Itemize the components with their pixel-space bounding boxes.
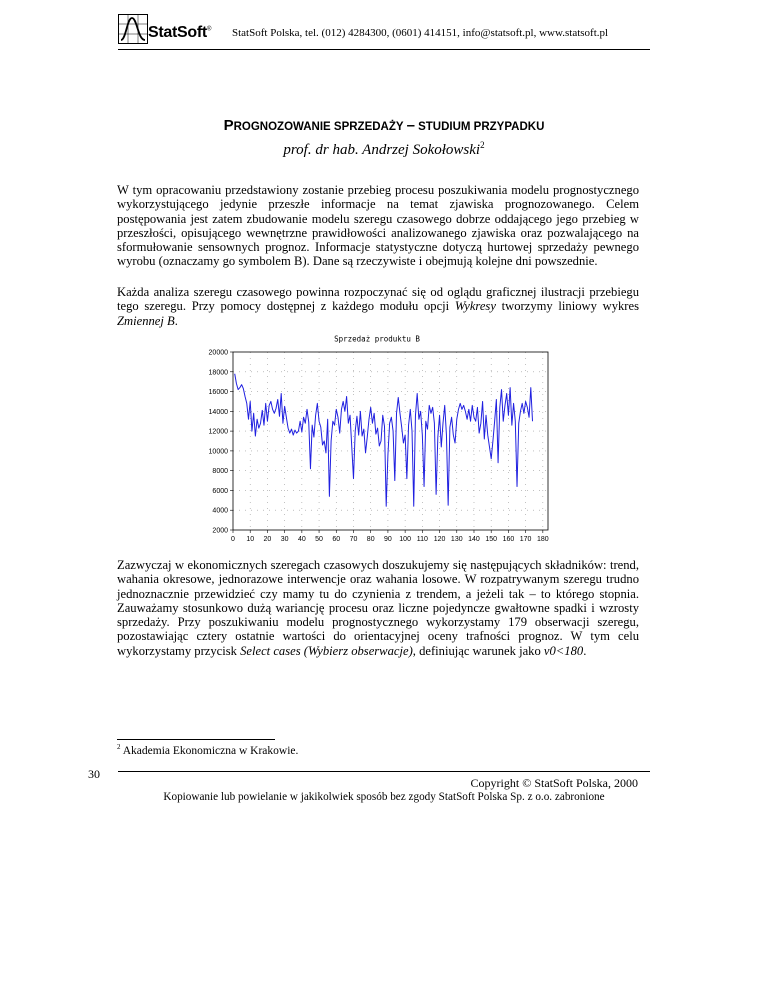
footer-divider bbox=[118, 771, 650, 772]
chart-title: Sprzedaż produktu B bbox=[334, 334, 420, 344]
x-tick-label: 90 bbox=[384, 536, 392, 543]
x-tick-label: 180 bbox=[536, 536, 549, 543]
plot-frame bbox=[233, 352, 548, 530]
article-author: prof. dr hab. Andrzej Sokołowski$^2$ bbox=[283, 140, 485, 158]
title-part: STUDIUM PRZYPADKU bbox=[414, 121, 545, 133]
chart-grid bbox=[233, 352, 548, 530]
x-tick-label: 80 bbox=[366, 536, 375, 543]
x-tick-label: 160 bbox=[502, 536, 515, 543]
y-tick-label: 12000 bbox=[208, 428, 228, 436]
title-part: – bbox=[406, 117, 415, 134]
sales-line-chart bbox=[180, 333, 552, 551]
paragraph-chart-intro: Każda analiza szeregu czasowego powinna rozpoczynać się od oglądu graficznej ilustracji przebiegu tego szeregu. Przy pomocy dostępnej z każdego modułu opcji Wykresy tworzymy liniowy wykres Zmiennej B. bbox=[117, 285, 639, 328]
paragraph-analysis: Zazwyczaj w ekonomicznych szeregach czasowych doszukujemy się następujących składników: trend, wahania okresowe, jednorazowe interwencje oraz wahania losowe. W rozpatrywanym szeregu trudno jednoznacznie przewidzieć czy mamy tu do czynienia z trendem, a jeżeli tak – to którego stopnia. Zauważamy stosunkowo dużą wariancję procesu oraz liczne pojedyncze gwałtowne spadki i wzrosty sprzedaży. Przy poszukiwaniu modelu prognostycznego wykorzystamy 179 obserwacji szeregu, pozostawiając cztery ostatnie wartości do orientacyjnej oceny trafności prognoz. W tym celu wykorzystamy przycisk Select cases (Wybierz obserwacje), definiując warunek jako v0<180. bbox=[117, 558, 639, 658]
x-tick-label: 60 bbox=[332, 536, 341, 543]
page-number: 30 bbox=[88, 767, 100, 781]
logo-chart-icon bbox=[118, 14, 148, 44]
x-tick-label: 100 bbox=[399, 536, 411, 543]
footnote-reference: 2 bbox=[480, 140, 485, 150]
logo-text: StatSoft® bbox=[148, 24, 212, 41]
y-tick-label: 20000 bbox=[208, 349, 228, 357]
paragraph-intro: W tym opracowaniu przedstawiony zostanie przebieg procesu poszukiwania modelu prognostycznego wykorzystującego jedynie przeszłe informacje na temat zjawiska prognozowanego. Celem postępowania jest zatem zbudowanie modelu szeregu czasowego dobrze oddającego jego przebieg w przeszłości, opisującego wewnętrzne prawidłowości analizowanego zjawiska oraz pozwalającego na sformułowanie sensownych prognoz. Informacje statystyczne dotyczą hurtowej sprzedaży pewnego wyrobu (oznaczamy go symbolem B). Dane są rzeczywiste i obejmują kolejne dni powszednie. bbox=[117, 183, 639, 269]
x-tick-label: 40 bbox=[297, 536, 306, 543]
y-tick-label: 6000 bbox=[212, 487, 228, 495]
y-tick-label: 16000 bbox=[208, 389, 228, 397]
x-tick-label: 30 bbox=[280, 536, 289, 543]
series-line-zmienna-b bbox=[235, 374, 533, 507]
x-tick-label: 50 bbox=[315, 536, 323, 543]
header-divider bbox=[118, 49, 650, 50]
x-tick-label: 70 bbox=[349, 536, 358, 543]
y-tick-label: 2000 bbox=[212, 527, 228, 535]
variable-name: Zmiennej B bbox=[117, 313, 175, 328]
copyright: Copyright © StatSoft Polska, 2000 bbox=[470, 776, 638, 790]
y-tick-label: 8000 bbox=[212, 468, 228, 476]
x-tick-label: 140 bbox=[468, 536, 480, 543]
menu-name-wykresy: Wykresy bbox=[454, 299, 496, 314]
x-tick-label: 130 bbox=[450, 536, 463, 543]
filter-condition: v0<180 bbox=[543, 643, 584, 658]
y-tick-label: 10000 bbox=[208, 448, 228, 456]
y-tick-label: 14000 bbox=[208, 408, 228, 416]
footnote-divider bbox=[117, 739, 275, 740]
y-tick-label: 4000 bbox=[212, 507, 228, 515]
x-tick-label: 10 bbox=[246, 536, 255, 543]
article-title bbox=[0, 117, 768, 135]
x-tick-label: 120 bbox=[433, 536, 446, 543]
button-name-select-cases: Select cases (Wybierz obserwacje) bbox=[240, 643, 413, 658]
statsoft-logo bbox=[118, 14, 226, 48]
footnote: $^2$ Akademia Ekonomiczna w Krakowie. bbox=[117, 743, 299, 757]
y-tick-label: 18000 bbox=[208, 369, 228, 377]
title-part: ROGNOZOWANIE SPRZEDAŻY bbox=[233, 121, 407, 133]
x-tick-label: 150 bbox=[485, 536, 498, 543]
x-tick-label: 0 bbox=[231, 536, 235, 543]
title-part: P bbox=[223, 117, 234, 134]
x-tick-label: 20 bbox=[263, 536, 272, 543]
x-tick-label: 170 bbox=[519, 536, 532, 543]
x-tick-label: 110 bbox=[416, 536, 428, 543]
footnote-mark: 2 bbox=[117, 743, 121, 751]
footer-notice: Kopiowanie lub powielanie w jakikolwiek sposób bez zgody StatSoft Polska Sp. z o.o. zabronione bbox=[163, 791, 605, 803]
header-contact: StatSoft Polska, tel. (012) 4284300, (0601) 414151, info@statsoft.pl, www.statsoft.pl bbox=[232, 27, 609, 39]
